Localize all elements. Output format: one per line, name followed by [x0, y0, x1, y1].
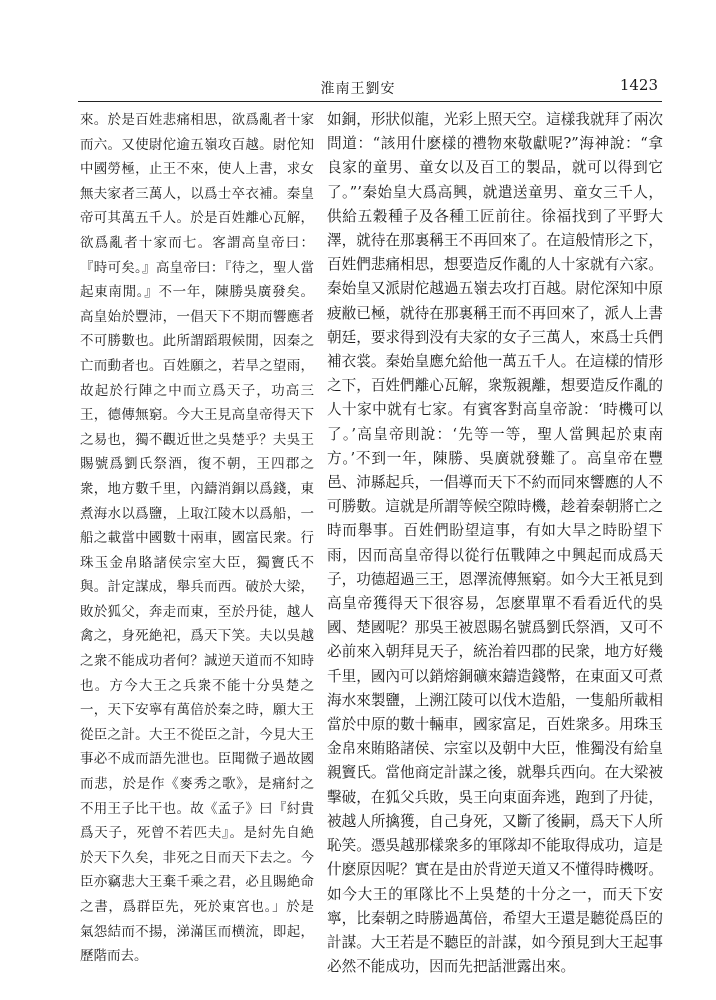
running-header-title: 淮南王劉安 [320, 81, 396, 97]
header-rule [78, 101, 662, 102]
original-text-column: 來。於是百姓悲痛相思，欲爲亂者十家而六。又使尉佗逾五嶺攻百越。尉佗知中國勞極，止王不來，使人上書，求女無夫家者三萬人，以爲士卒衣補。秦皇帝可其萬五千人。於是百姓離心瓦解，欲爲亂者十家而七。客謂高皇帝曰：『時可矣。』高皇帝曰：『待之，聖人當起東南閒。』不一年，陳勝吳廣發矣。高皇始於豐沛，一倡天下不期而響應者不可勝數也。此所謂蹈瑕候閒，因秦之亡而動者也。百姓願之，若旱之望雨，故起於行陣之中而立爲天子，功高三王，德傳無窮。今大王見高皇帝得天下之易也，獨不觀近世之吳楚乎？夫吳王賜號爲劉氏祭酒，復不朝，王四郡之衆，地方數千里，內鑄消銅以爲錢，東煮海水以爲鹽，上取江陵木以爲船，一船之載當中國數十兩車，國富民衆。行珠玉金帛賂諸侯宗室大臣，獨竇氏不與。計定謀成，舉兵而西。破於大梁，敗於狐父，奔走而東，至於丹徒，越人禽之，身死絶祀，爲天下笑。夫以吳越之衆不能成功者何？誠逆天道而不知時也。方今大王之兵衆不能十分吳楚之一，天下安寧有萬倍於秦之時，願大王從臣之計。大王不從臣之計，今見大王事必不成而語先泄也。臣聞微子過故國而悲，於是作《麥秀之歌》，是痛紂之不用王子比干也。故《孟子》曰『紂貴爲天子，死曾不若匹夫』。是紂先自絶於天下久矣，非死之日而天下去之。今臣亦竊悲大王棄千乘之君，必且賜絶命之書，爲群臣先，死於東宮也。」於是氣怨結而不揚，涕滿匡而横流，即起，歷階而去。 [80, 112, 314, 965]
translation-text-column: 如銅，形狀似龍，光彩上照天空。這樣我就拜了兩次問道：“該用什麽樣的禮物來敬獻呢?”海神說：“拿良家的童男、童女以及百工的製品，就可以得到它了。”’秦始皇大爲高興，就遣送童男、童女三千人，供給五穀種子及各種工匠前往。徐福找到了平野大澤，就待在那裏稱王不再回來了。在這般情形之下，百姓們悲痛相思，想要造反作亂的人十家就有六家。秦始皇又派尉佗越過五嶺去攻打百越。尉佗深知中原疲敝已極，就待在那裏稱王而不再回來了，派人上書朝廷，要求得到没有夫家的女子三萬人，來爲士兵們補衣裳。秦始皇應允給他一萬五千人。在這樣的情形之下，百姓們離心瓦解，衆叛親離，想要造反作亂的人十家中就有七家。有賓客對高皇帝說：‘時機可以了。’高皇帝則說：‘先等一等，聖人當興起於東南方。’不到一年，陳勝、吳廣就發難了。高皇帝在豐邑、沛縣起兵，一倡導而天下不約而同來響應的人不可勝數。這就是所謂等候空隙時機，趁着秦朝將亡之時而舉事。百姓們盼望這事，有如大旱之時盼望下雨，因而高皇帝得以從行伍戰陣之中興起而成爲天子，功德超過三王，恩澤流傳無窮。如今大王衹見到高皇帝獲得天下很容易，怎麽單單不看看近代的吳國、楚國呢？那吳王被恩賜名號爲劉氏祭酒，又可不必前來入朝拜見天子，統治着四郡的民衆，地方好幾千里，國內可以銷熔銅礦來鑄造錢幣，在東面又可煮海水來製鹽，上溯江陵可以伐木造船，一隻船所載相當於中原的數十輛車，國家富足，百姓衆多。用珠玉金帛來賄賂諸侯、宗室以及朝中大臣，惟獨没有給皇親竇氏。當他商定計謀之後，就舉兵西向。在大梁被擊破，在狐父兵敗，吳王向東面奔逃，跑到了丹徒，被越人所擒獲，自己身死，又斷了後嗣，爲天下人所恥笑。憑吳越那樣衆多的軍隊却不能取得成功，這是什麽原因呢？實在是由於背逆天道又不懂得時機呀。如今大王的軍隊比不上吳楚的十分之一，而天下安寧，比秦朝之時勝過萬倍，希望大王還是聽從爲臣的計謀。大王若是不聽臣的計謀，如今預見到大王起事必然不能成功，因而先把話泄露出來。 [327, 111, 663, 976]
page-number: 1423 [619, 76, 658, 94]
